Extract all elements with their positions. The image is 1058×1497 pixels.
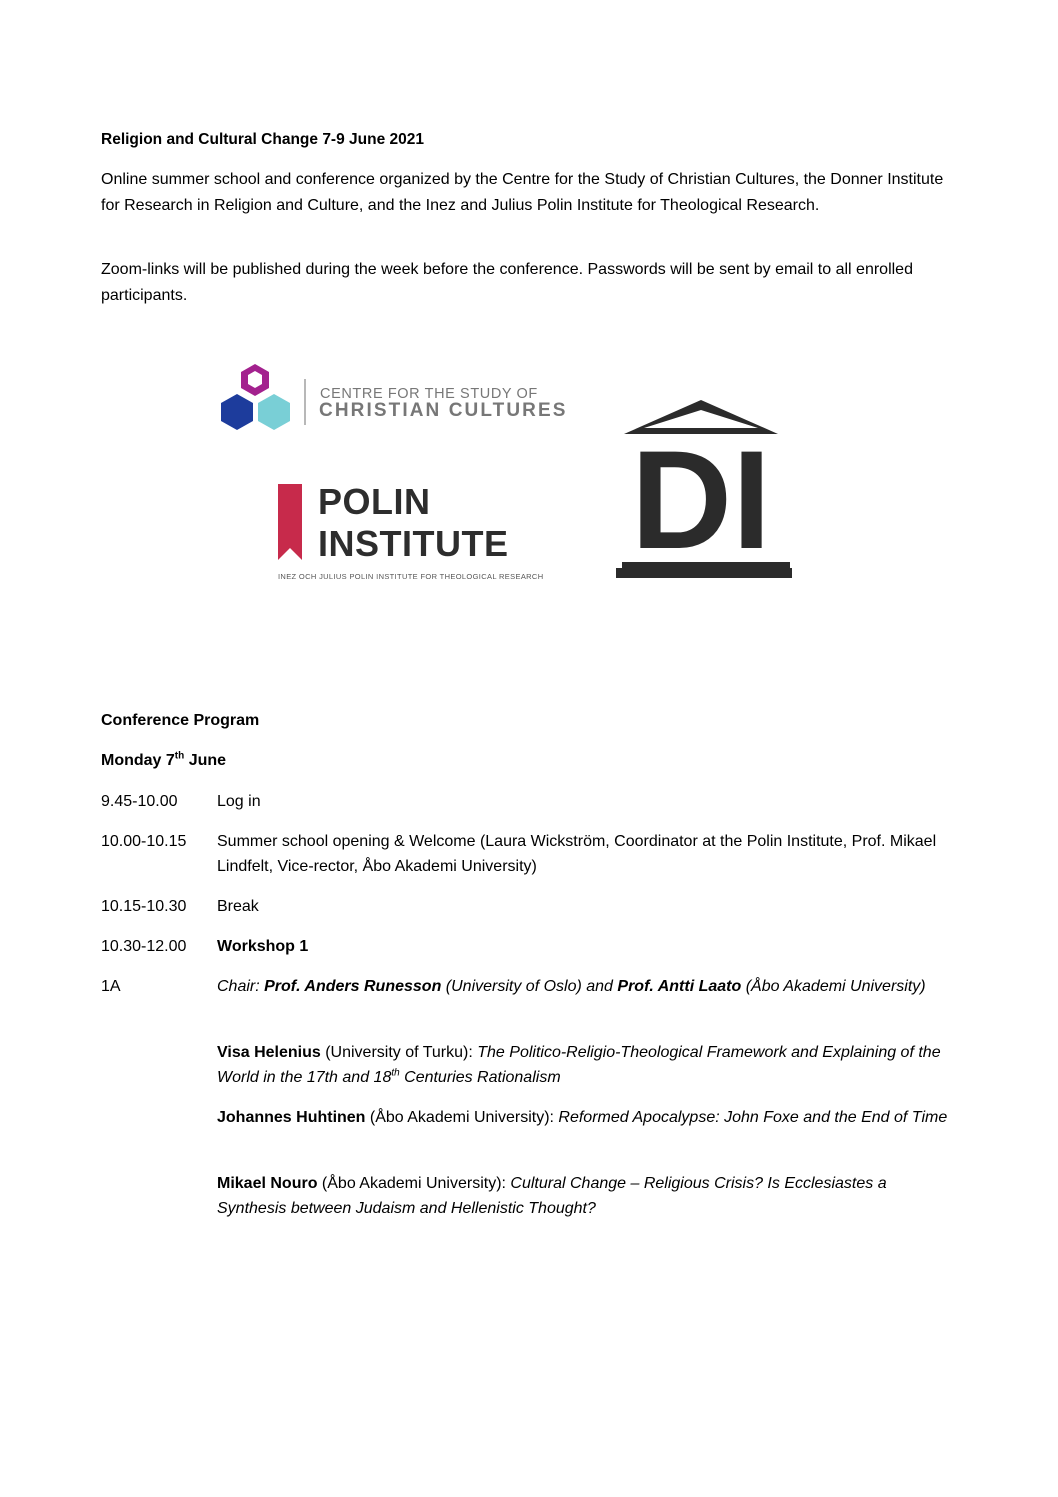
talk-entry [217,1040,957,1090]
talk-title-part: The Politico-Religio-Theological Framework and Explaining of the World in the 17th and 18 [217,1044,941,1086]
zoom-note-paragraph: Zoom-links will be published during the week before the conference. Passwords will be sent by email to all enrolled participants. [101,261,913,304]
talk-affiliation: (Åbo Akademi University): [317,1175,511,1192]
donner-institute-logo [610,398,792,580]
day-heading [101,748,226,773]
talk-speaker: Visa Helenius [217,1044,321,1061]
cscc-logo [218,362,608,438]
talk-title: Cultural Change – Religious Crisis? Is Ecclesiastes a Synthesis between Judaism and Hellenistic Thought? [217,1175,887,1217]
talk-title: Reformed Apocalypse: John Foxe and the End of Time [558,1109,948,1126]
session-id: 1A [101,978,121,995]
cscc-hexagon-mark-icon [218,362,298,438]
cscc-divider [304,379,306,425]
workshop-title: Workshop 1 [217,938,309,955]
polin-institute-logo [276,478,546,588]
talk-entry [217,1105,957,1130]
polin-logo-subtitle: INEZ OCH JULIUS POLIN INSTITUTE FOR THEOLOGICAL RESEARCH [278,572,544,581]
schedule-time: 10.00-10.15 [101,833,187,850]
chair-affiliation: (University of Oslo) and [441,978,618,995]
polin-logo-line1: POLIN [318,481,431,522]
chair-name: Prof. Anders Runesson [264,978,442,995]
talk-speaker: Johannes Huhtinen [217,1109,366,1126]
cscc-logo-line1: CENTRE FOR THE STUDY OF [320,386,538,402]
session-chairs [217,974,957,999]
polin-logo-line2: INSTITUTE [318,523,509,564]
schedule-text: Summer school opening & Welcome (Laura Wickström, Coordinator at the Polin Institute, Prof. Mikael Lindfelt, Vice-rector, Åbo Akademi University) [217,833,937,875]
schedule-text: Log in [217,793,261,810]
talk-title-sup: th [391,1067,400,1079]
talk-title-part: Centuries Rationalism [399,1069,561,1086]
intro-paragraph: Online summer school and conference organized by the Centre for the Study of Christian Cultures, the Donner Institute for Research in Religion and Culture, and the Inez and Julius Polin Institute for Theological Research. [101,171,944,214]
document-title: Religion and Cultural Change 7-9 June 2021 [101,131,424,148]
program-heading: Conference Program [101,712,260,729]
day-name: Monday 7 [101,752,175,769]
day-suffix: th [174,750,185,762]
talk-entry [217,1171,957,1221]
donner-logo-letters: DI [631,421,771,578]
schedule-text: Break [217,898,259,915]
chair-affiliation: (Åbo Akademi University) [741,978,926,995]
chair-name: Prof. Antti Laato [617,978,742,995]
polin-bookmark-icon [278,484,308,562]
talk-speaker: Mikael Nouro [217,1175,318,1192]
chair-label: Chair: [217,978,265,995]
talk-affiliation: (Åbo Akademi University): [365,1109,559,1126]
schedule-time: 9.45-10.00 [101,793,178,810]
schedule-time: 10.15-10.30 [101,898,187,915]
donner-temple-icon [610,398,792,580]
schedule-time: 10.30-12.00 [101,938,187,955]
talk-affiliation: (University of Turku): [320,1044,478,1061]
day-month: June [184,752,227,769]
cscc-logo-line2: CHRISTIAN CULTURES [319,400,568,421]
